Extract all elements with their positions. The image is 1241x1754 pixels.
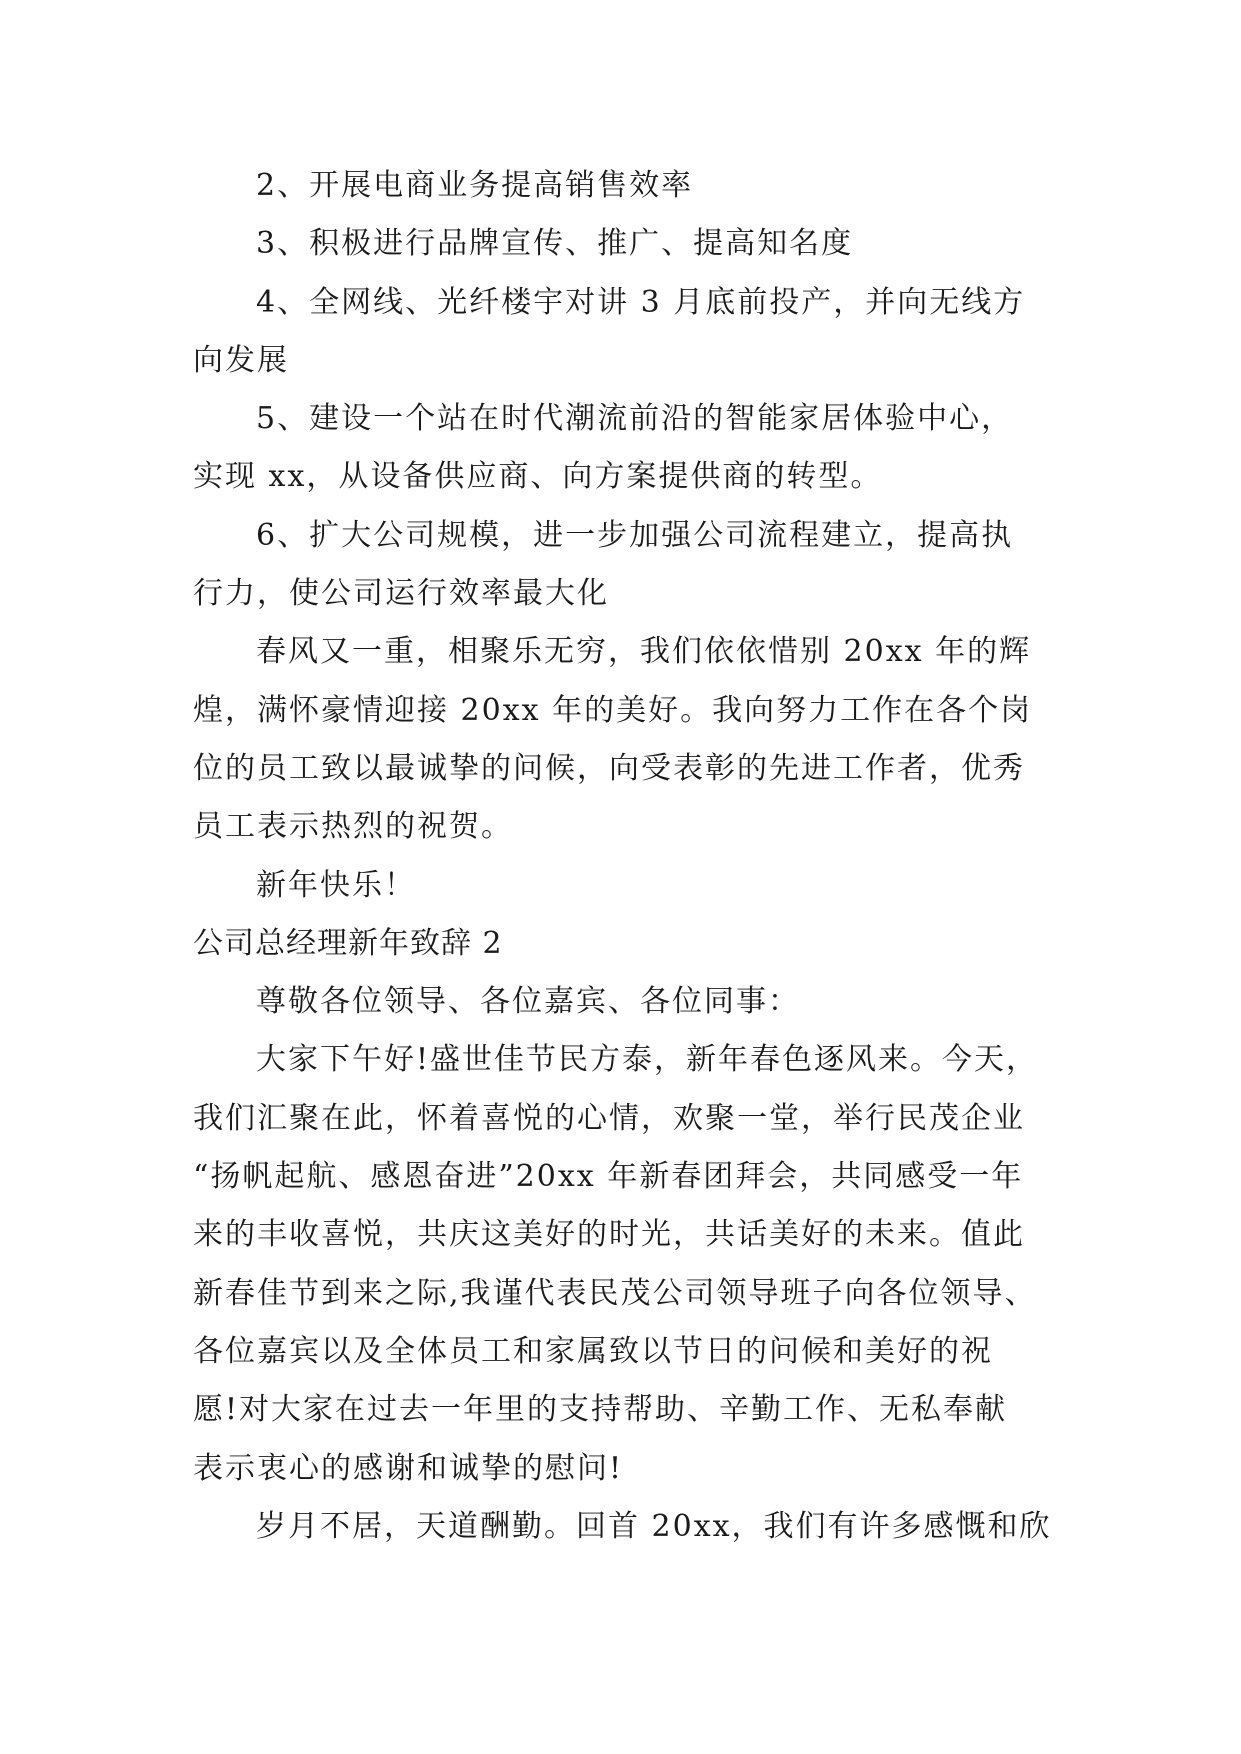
list-item-6-continued: 行力，使公司运行效率最大化 [193,576,609,612]
paragraph-line: 愿!对大家在过去一年里的支持帮助、辛勤工作、无私奉献 [193,1392,1008,1428]
list-item-5: 5、建设一个站在时代潮流前沿的智能家居体验中心， [256,401,1014,437]
paragraph-line: 表示衷心的感谢和诚挚的慰问! [193,1450,624,1486]
greeting-line: 新年快乐！ [256,867,416,903]
paragraph-line: 大家下午好!盛世佳节民方泰，新年春色逐风来。今天， [256,1042,1039,1078]
paragraph-line: “扬帆起航、感恩奋进”20xx 年新春团拜会，共同感受一年 [193,1159,1024,1195]
list-item-2: 2、开展电商业务提高销售效率 [256,168,694,203]
paragraph-line: 煌，满怀豪情迎接 20xx 年的美好。我向努力工作在各个岗 [193,692,1033,728]
paragraph-line: 员工表示热烈的祝贺。 [193,809,513,845]
list-item-5-continued: 实现 xx，从设备供应商、向方案提供商的转型。 [193,459,883,495]
document-body [193,157,1051,1556]
paragraph-line: 我们汇聚在此，怀着喜悦的心情，欢聚一堂，举行民茂企业 [193,1100,1025,1136]
paragraph-line: 位的员工致以最诚挚的问候，向受表彰的先进工作者，优秀 [193,750,1025,786]
list-item-3: 3、积极进行品牌宣传、推广、提高知名度 [256,226,854,262]
paragraph-line: 春风又一重，相聚乐无穷，我们依依惜别 20xx 年的辉 [256,634,1032,670]
paragraph-line: 来的丰收喜悦，共庆这美好的时光，共话美好的未来。值此 [193,1217,1025,1253]
list-item-4-continued: 向发展 [193,342,289,378]
paragraph-line: 岁月不居，天道酬勤。回首 20xx，我们有许多感慨和欣 [256,1508,1052,1544]
paragraph-line: 新春佳节到来之际,我谨代表民茂公司领导班子向各位领导、 [193,1275,1037,1311]
list-item-4: 4、全网线、光纤楼宇对讲 3 月底前投产，并向无线方 [256,284,1026,320]
section-title: 公司总经理新年致辞 2 [193,925,503,961]
paragraph-line: 各位嘉宾以及全体员工和家属致以节日的问候和美好的祝 [193,1333,993,1369]
list-item-6: 6、扩大公司规模，进一步加强公司流程建立，提高执 [256,517,1014,553]
salutation-line: 尊敬各位领导、各位嘉宾、各位同事： [256,984,800,1020]
